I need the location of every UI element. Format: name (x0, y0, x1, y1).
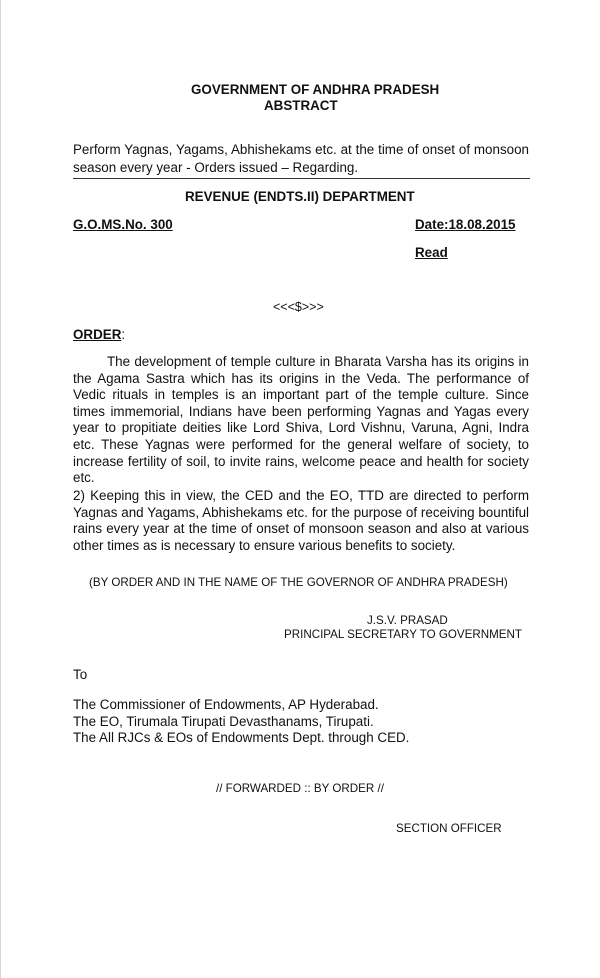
order-paragraph: 2) Keeping this in view, the CED and the EO, TTD are directed to perform Yagnas and Yagams, Abhishekams etc. for the purpose of receiving bountiful rains every year at the time of onset of monsoon season and also at various other times as is necessary to ensure various benefits to society. (73, 488, 529, 553)
recipient-item: The All RJCs & EOs of Endowments Dept. through CED. (73, 730, 410, 746)
by-order-line: (BY ORDER AND IN THE NAME OF THE GOVERNOR OF ANDHRA PRADESH) (89, 576, 508, 589)
section-separator: <<<$>>> (273, 300, 324, 314)
order-date: Date:18.08.2015 (415, 217, 516, 232)
recipient-list (73, 697, 409, 747)
forwarded-line: // FORWARDED :: BY ORDER // (216, 782, 384, 795)
recipient-item: The EO, Tirumala Tirupati Devasthanams, Tirupati. (73, 713, 374, 729)
order-heading (73, 327, 125, 342)
read-label: Read (415, 245, 448, 260)
abstract-heading: ABSTRACT (264, 98, 338, 113)
order-heading-colon: : (121, 327, 126, 342)
order-heading-label: ORDER (73, 327, 122, 342)
order-paragraph: The development of temple culture in Bharata Varsha has its origins in the Agama Sastra which has its origins in the Veda. The performance of Vedic rituals in temples is an important part of the temple culture. Since times immemorial, Indians have been performing Yagnas and Yagas every year to propitiate deities like Lord Shiva, Lord Vishnu, Varuna, Agni, Indra etc. These Yagnas were performed for the general welfare of society, to increase fertility of soil, to invite rains, welcome peace and health for society etc. (73, 354, 529, 486)
government-heading: GOVERNMENT OF ANDHRA PRADESH (191, 82, 440, 97)
order-number: G.O.MS.No. 300 (73, 217, 173, 232)
subject-text: Perform Yagnas, Yagams, Abhishekams etc. at the time of onset of monsoon season every year - Orders issued – Regarding. (73, 142, 529, 175)
subject-divider (73, 178, 530, 179)
section-officer-label: SECTION OFFICER (396, 822, 502, 835)
signatory-name: J.S.V. PRASAD (367, 614, 448, 627)
department-heading: REVENUE (ENDTS.II) DEPARTMENT (185, 189, 415, 204)
recipient-item: The Commissioner of Endowments, AP Hyderabad. (73, 697, 379, 712)
to-label: To (73, 667, 88, 682)
signatory-title: PRINCIPAL SECRETARY TO GOVERNMENT (284, 628, 522, 641)
